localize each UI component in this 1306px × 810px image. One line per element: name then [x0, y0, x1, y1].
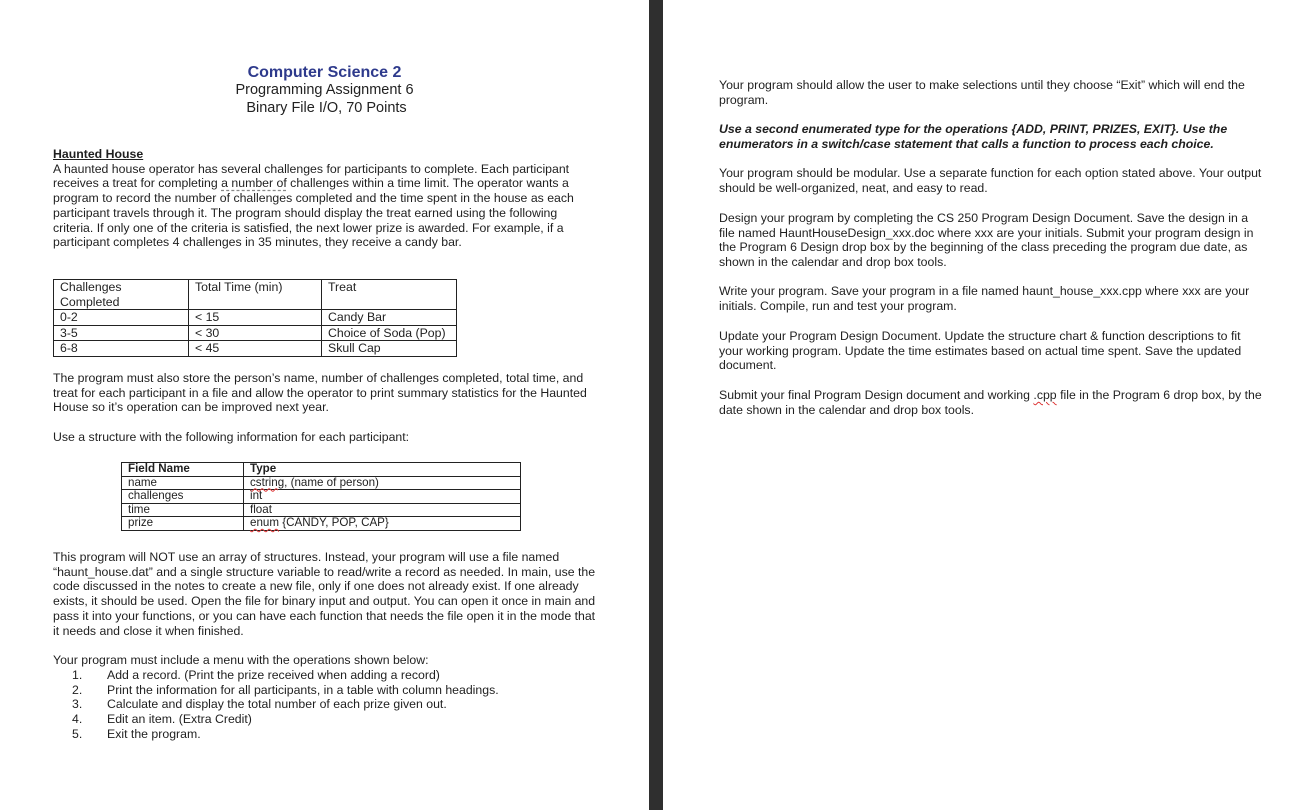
intro-paragraph: A haunted house operator has several challenges for participants to complete. Each participant receives a treat for completing a number of challenges within a time limit. The operator wants a program to record the number of challenges completed and the time spent in the house as each participant travels through it. The program should display the treat earned using the following criteria. If only one of the criteria is satisfied, the next lower prize is awarded. For example, if a participant completes 4 challenges in 35 minutes, they receive a candy bar.: [53, 161, 574, 250]
table-row: [54, 325, 457, 341]
table-cell: Choice of Soda (Pop): [322, 325, 457, 341]
table-cell: Skull Cap: [322, 341, 457, 357]
table-header-row: [54, 280, 457, 310]
topic-title: Binary File I/O, 70 Points: [246, 99, 407, 116]
selection-paragraph: Your program should allow the user to make selections until they choose “Exit” which will end the program.: [719, 78, 1245, 107]
table-cell: time: [122, 503, 244, 517]
table-cell: challenges: [122, 490, 244, 504]
table-cell: 6-8: [54, 341, 189, 357]
menu-list: [53, 668, 499, 742]
table-cell: int: [244, 490, 521, 504]
list-item: 5. Exit the program.: [72, 726, 201, 741]
document-title: [0, 64, 649, 117]
table-cell: prize: [122, 517, 244, 531]
table-cell: 3-5: [54, 325, 189, 341]
table-header-cell: Total Time (min): [189, 280, 322, 310]
section-heading: Haunted House: [53, 147, 144, 161]
page-divider: [649, 0, 663, 810]
table-row: [122, 503, 521, 517]
table-cell: float: [244, 503, 521, 517]
grammar-flag: a number of: [221, 176, 287, 191]
list-item: 3. Calculate and display the total number of each prize given out.: [72, 697, 447, 712]
spelling-flag: cstring: [250, 475, 285, 489]
table-header-cell: Field Name: [122, 463, 244, 477]
table-cell: < 45: [189, 341, 322, 357]
assignment-title: Programming Assignment 6: [235, 82, 414, 98]
table-cell: 0-2: [54, 310, 189, 326]
enum-paragraph: Use a second enumerated type for the operations {ADD, PRINT, PRIZES, EXIT}. Use the enumerators in a switch/case statement that calls a function to process each choice.: [719, 122, 1228, 151]
table-cell: name: [122, 476, 244, 490]
storage-paragraph: The program must also store the person’s name, number of challenges completed, total time, and treat for each participant in a file and allow the operator to print summary statistics for the Haunted House so it’s operation can be improved next year.: [53, 371, 587, 415]
table-header-row: [122, 463, 521, 477]
structure-fields-table: [121, 462, 521, 531]
update-paragraph: Update your Program Design Document. Update the structure chart & function descriptions to fit your working program. Update the time estimates based on actual time spent. Save the updated document.: [719, 329, 1242, 373]
table-cell: < 15: [189, 310, 322, 326]
table-row: [54, 310, 457, 326]
file-paragraph: This program will NOT use an array of structures. Instead, your program will use a file named “haunt_house.dat” and a single structure variable to read/write a record as needed. In main, use the code discussed in the notes to create a new file, only if one does not already exist. If one already exists, it should be used. Open the file for binary input and output. You can open it once in main and pass it into your functions, or you can have each function that needs the file open it in the mode that it needs and close it when finished.: [53, 550, 596, 638]
list-item: 1. Add a record. (Print the prize received when adding a record): [72, 668, 440, 682]
modular-paragraph: Your program should be modular. Use a separate function for each option stated above. Your output should be well-organized, neat, and easy to read.: [719, 166, 1262, 195]
table-cell: < 30: [189, 325, 322, 341]
spelling-flag: enum: [250, 516, 280, 529]
submit-paragraph: Submit your final Program Design document and working .cpp file in the Program 6 drop box, by the date shown in the calendar and drop box tools.: [719, 388, 1262, 417]
table-header-cell: Type: [244, 463, 521, 477]
intro-section: [53, 147, 598, 250]
table-cell: enum {CANDY, POP, CAP}: [244, 517, 521, 531]
write-paragraph: Write your program. Save your program in a file named haunt_house_xxx.cpp where xxx are your initials. Compile, run and test your program.: [719, 284, 1250, 313]
treat-criteria-table: [53, 279, 457, 357]
table-header-cell: Treat: [322, 280, 457, 310]
table-row: [122, 490, 521, 504]
table-header-cell: Challenges Completed: [54, 280, 189, 310]
table-row: [54, 341, 457, 357]
structure-intro: Use a structure with the following information for each participant:: [53, 430, 410, 444]
table-cell: cstring, (name of person): [244, 476, 521, 490]
table-row: [122, 517, 521, 531]
table-row: [122, 476, 521, 490]
list-item: 4. Edit an item. (Extra Credit): [72, 712, 252, 727]
course-title: Computer Science 2: [247, 64, 402, 81]
design-paragraph: Design your program by completing the CS 250 Program Design Document. Save the design in a file named HauntHouseDesign_xxx.doc where xxx are your initials. Submit your program design in the Program 6 Design drop box by the beginning of the class preceding the program due date, as shown in the calendar and drop box tools.: [719, 211, 1254, 270]
list-item: 2. Print the information for all participants, in a table with column headings.: [72, 682, 499, 697]
spelling-flag: .cpp: [1033, 388, 1057, 402]
menu-intro: Your program must include a menu with the operations shown below:: [53, 653, 429, 667]
table-cell: Candy Bar: [322, 310, 457, 326]
